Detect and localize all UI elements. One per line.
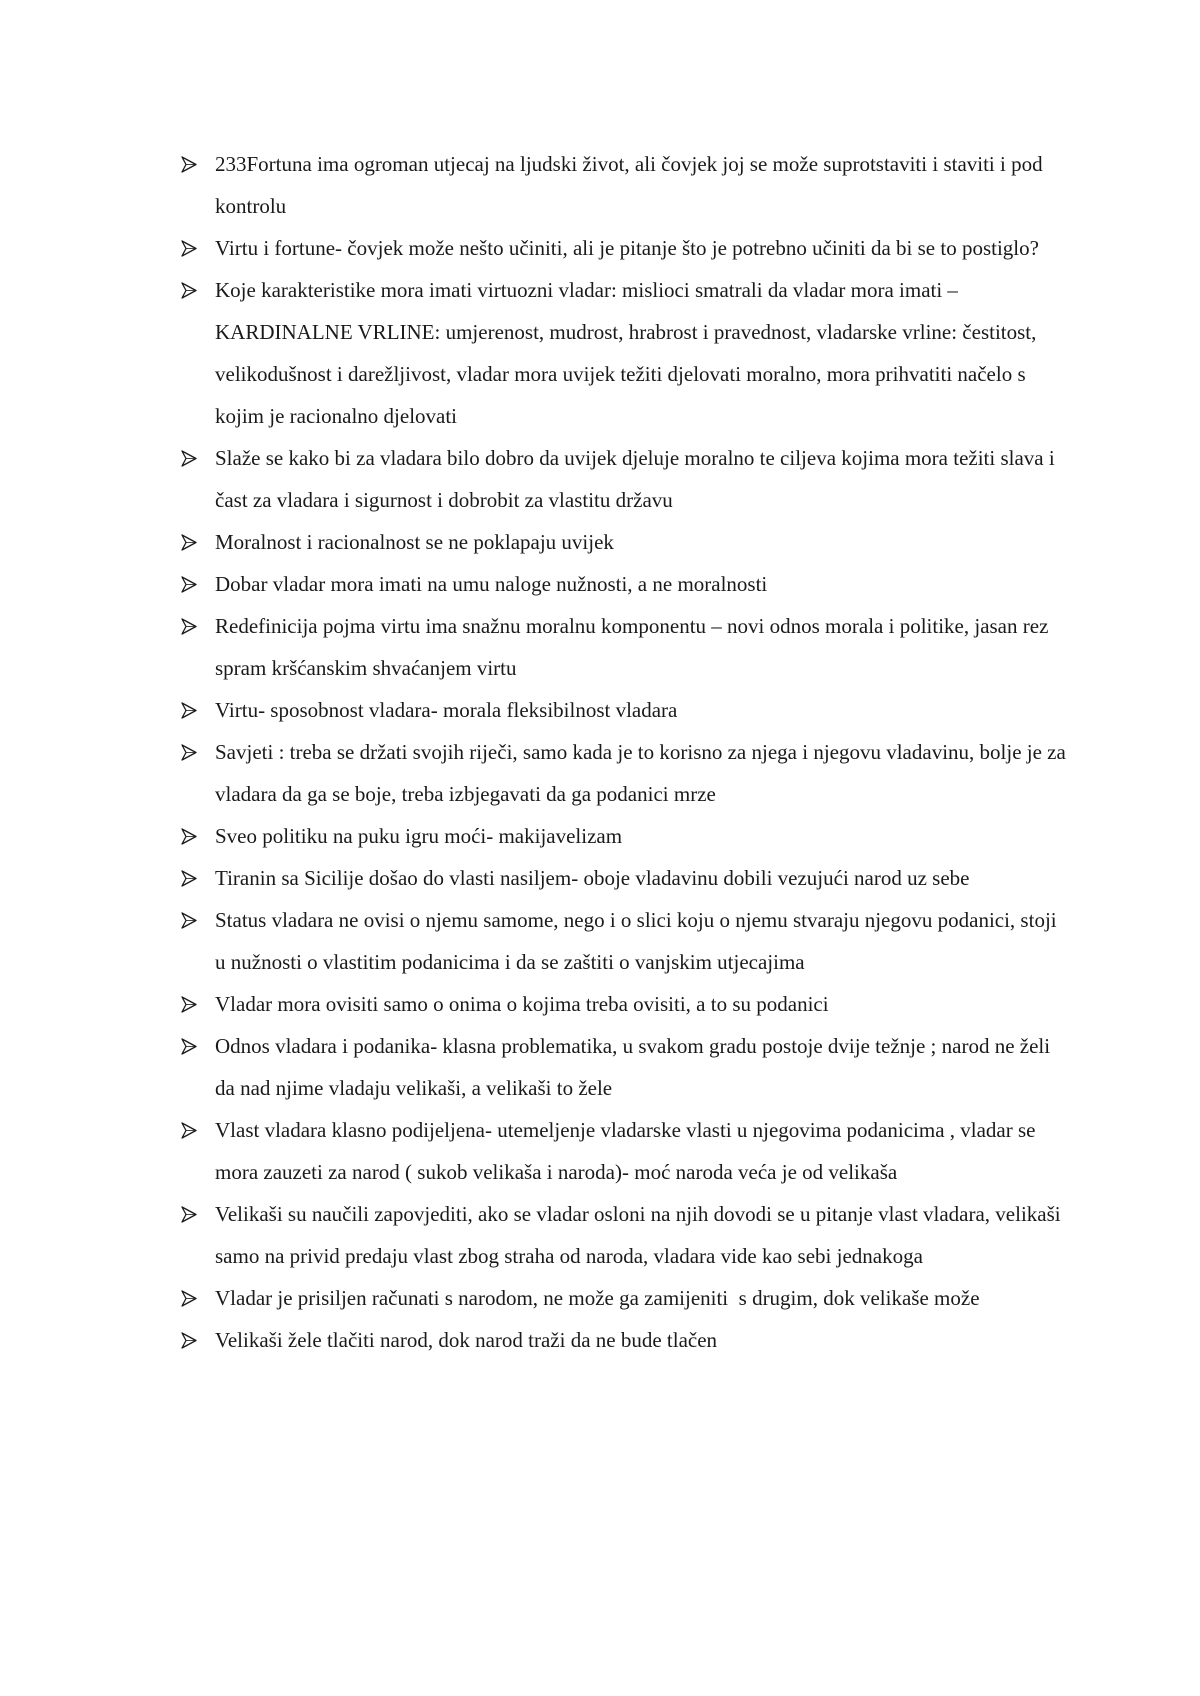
arrowhead-bullet-icon <box>181 899 215 941</box>
arrowhead-bullet-icon <box>181 731 215 773</box>
list-item-text: Redefinicija pojma virtu ima snažnu moralnu komponentu – novi odnos morala i politike, jasan rez spram kršćanskim shvaćanjem virtu <box>215 614 1054 680</box>
list-item-text: Vladar je prisiljen računati s narodom, ne može ga zamijeniti s drugim, dok velikaše može <box>215 1286 980 1310</box>
arrowhead-bullet-icon <box>181 1109 215 1151</box>
list-item <box>181 1319 1071 1361</box>
arrowhead-bullet-icon <box>181 269 215 311</box>
list-item <box>181 269 1071 437</box>
arrowhead-bullet-icon <box>181 857 215 899</box>
list-item <box>181 143 1071 227</box>
list-item <box>181 437 1071 521</box>
list-item-text: Tiranin sa Sicilije došao do vlasti nasiljem- oboje vladavinu dobili vezujući narod uz sebe <box>215 866 970 890</box>
arrowhead-bullet-icon <box>181 437 215 479</box>
list-item <box>181 605 1071 689</box>
list-item <box>181 1025 1071 1109</box>
arrowhead-bullet-icon <box>181 227 215 269</box>
arrowhead-bullet-icon <box>181 605 215 647</box>
list-item <box>181 1277 1071 1319</box>
list-item-text: Status vladara ne ovisi o njemu samome, nego i o slici koju o njemu stvaraju njegovu podanici, stoji u nužnosti o vlastitim podanicima i da se zaštiti o vanjskim utjecajima <box>215 908 1062 974</box>
arrowhead-bullet-icon <box>181 521 215 563</box>
list-item <box>181 857 1071 899</box>
list-item-text: Koje karakteristike mora imati virtuozni vladar: mislioci smatrali da vladar mora imati – KARDINALNE VRLINE: umjerenost, mudrost, hrabrost i pravednost, vladarske vrline: čestitost, velikodušnost i darežljivost, vladar mora uvijek težiti djelovati moralno, mora prihvatiti načelo s kojim je racionalno djelovati <box>215 278 1042 428</box>
arrowhead-bullet-icon <box>181 143 215 185</box>
arrowhead-bullet-icon <box>181 689 215 731</box>
arrowhead-bullet-icon <box>181 563 215 605</box>
list-item <box>181 227 1071 269</box>
list-item-text: Slaže se kako bi za vladara bilo dobro da uvijek djeluje moralno te ciljeva kojima mora težiti slava i čast za vladara i sigurnost i dobrobit za vlastitu državu <box>215 446 1060 512</box>
list-item-text: Savjeti : treba se držati svojih riječi, samo kada je to korisno za njega i njegovu vladavinu, bolje je za vladara da ga se boje, treba izbjegavati da ga podanici mrze <box>215 740 1072 806</box>
list-item <box>181 521 1071 563</box>
arrowhead-bullet-icon <box>181 1025 215 1067</box>
list-item-text: Dobar vladar mora imati na umu naloge nužnosti, a ne moralnosti <box>215 572 768 596</box>
list-item-text: Virtu- sposobnost vladara- morala fleksibilnost vladara <box>215 698 678 722</box>
arrowhead-bullet-icon <box>181 1193 215 1235</box>
list-item <box>181 689 1071 731</box>
list-item <box>181 1109 1071 1193</box>
arrowhead-bullet-icon <box>181 1319 215 1361</box>
arrowhead-bullet-icon <box>181 815 215 857</box>
list-item-text: Velikaši su naučili zapovjediti, ako se vladar osloni na njih dovodi se u pitanje vlast vladara, velikaši samo na privid predaju vlast zbog straha od naroda, vladara vide kao sebi jednakoga <box>215 1202 1066 1268</box>
list-item-text: 233Fortuna ima ogroman utjecaj na ljudski život, ali čovjek joj se može suprotstaviti i staviti i pod kontrolu <box>215 152 1048 218</box>
list-item-text: Moralnost i racionalnost se ne poklapaju uvijek <box>215 530 614 554</box>
arrowhead-bullet-icon <box>181 1277 215 1319</box>
list-item-text: Virtu i fortune- čovjek može nešto učiniti, ali je pitanje što je potrebno učiniti da bi se to postiglo? <box>215 236 1039 260</box>
list-item-text: Vlast vladara klasno podijeljena- utemeljenje vladarske vlasti u njegovima podanicima , vladar se mora zauzeti za narod ( sukob velikaša i naroda)- moć naroda veća je od velikaša <box>215 1118 1041 1184</box>
list-item <box>181 731 1071 815</box>
bullet-list <box>181 143 1071 1361</box>
arrowhead-bullet-icon <box>181 983 215 1025</box>
list-item <box>181 1193 1071 1277</box>
list-item-text: Velikaši žele tlačiti narod, dok narod traži da ne bude tlačen <box>215 1328 718 1352</box>
list-item <box>181 899 1071 983</box>
list-item-text: Vladar mora ovisiti samo o onima o kojima treba ovisiti, a to su podanici <box>215 992 829 1016</box>
list-item-text: Odnos vladara i podanika- klasna problematika, u svakom gradu postoje dvije težnje ; narod ne želi da nad njime vladaju velikaši, a velikaši to žele <box>215 1034 1056 1100</box>
list-item <box>181 815 1071 857</box>
list-item <box>181 983 1071 1025</box>
list-item <box>181 563 1071 605</box>
list-item-text: Sveo politiku na puku igru moći- makijavelizam <box>215 824 623 848</box>
